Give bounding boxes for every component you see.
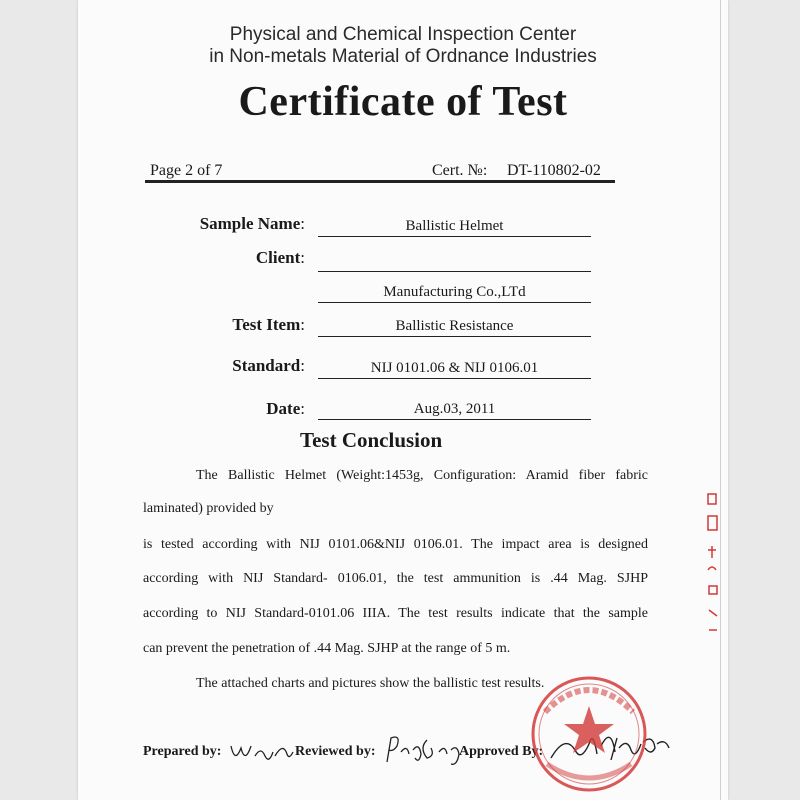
client-label: Client:: [255, 248, 305, 267]
margin-seal-marks: [706, 490, 720, 640]
client-value-line-2: Manufacturing Co.,LTd: [318, 282, 591, 303]
conclusion-closing: The attached charts and pictures show the ballistic test results.: [196, 676, 545, 691]
conclusion-line-6: can prevent the penetration of .44 Mag. SJHP at the range of 5 m.: [143, 641, 511, 656]
page-number: Page 2 of 7: [150, 162, 223, 179]
cert-number-label: Cert. №:: [432, 162, 488, 179]
conclusion-heading: Test Conclusion: [300, 428, 443, 452]
test-item-value: Ballistic Resistance: [318, 316, 591, 337]
cert-number: DT-110802-02: [507, 162, 601, 179]
certificate-title: Certificate of Test: [238, 79, 568, 125]
standard-label: Standard:: [232, 356, 305, 375]
sample-name-label: Sample Name:: [199, 214, 305, 233]
reviewed-by-label: Reviewed by:: [295, 744, 376, 759]
prepared-signature: [227, 734, 297, 768]
standard-value: NIJ 0101.06 & NIJ 0106.01: [318, 358, 591, 379]
conclusion-line-3: is tested according with NIJ 0101.06&NIJ 0106.01. The impact area is designed: [143, 537, 648, 552]
issuer-line-2: in Non-metals Material of Ordnance Industries: [209, 46, 597, 67]
test-item-label: Test Item:: [232, 315, 305, 334]
official-seal-stamp: [527, 672, 651, 796]
issuer-line-1: Physical and Chemical Inspection Center: [229, 24, 577, 45]
date-label: Date:: [266, 399, 305, 418]
conclusion-line-5: according to NIJ Standard-0101.06 IIIA. The test results indicate that the sample: [143, 606, 648, 621]
conclusion-line-1: The Ballistic Helmet (Weight:1453g, Configuration: Aramid fiber fabric: [196, 468, 648, 483]
approved-by-label: Approved By:: [459, 744, 544, 759]
page-info-bar: [145, 160, 615, 183]
date-value: Aug.03, 2011: [318, 399, 591, 420]
client-value-line-1: [318, 251, 591, 272]
conclusion-line-4: according with NIJ Standard- 0106.01, the test ammunition is .44 Mag. SJHP: [143, 571, 648, 586]
sample-name-value: Ballistic Helmet: [318, 216, 591, 237]
margin-seal-remnant: [706, 490, 720, 640]
reviewed-signature: [383, 730, 465, 770]
conclusion-line-2: laminated) provided by: [143, 501, 274, 516]
prepared-by-label: Prepared by:: [143, 744, 222, 759]
